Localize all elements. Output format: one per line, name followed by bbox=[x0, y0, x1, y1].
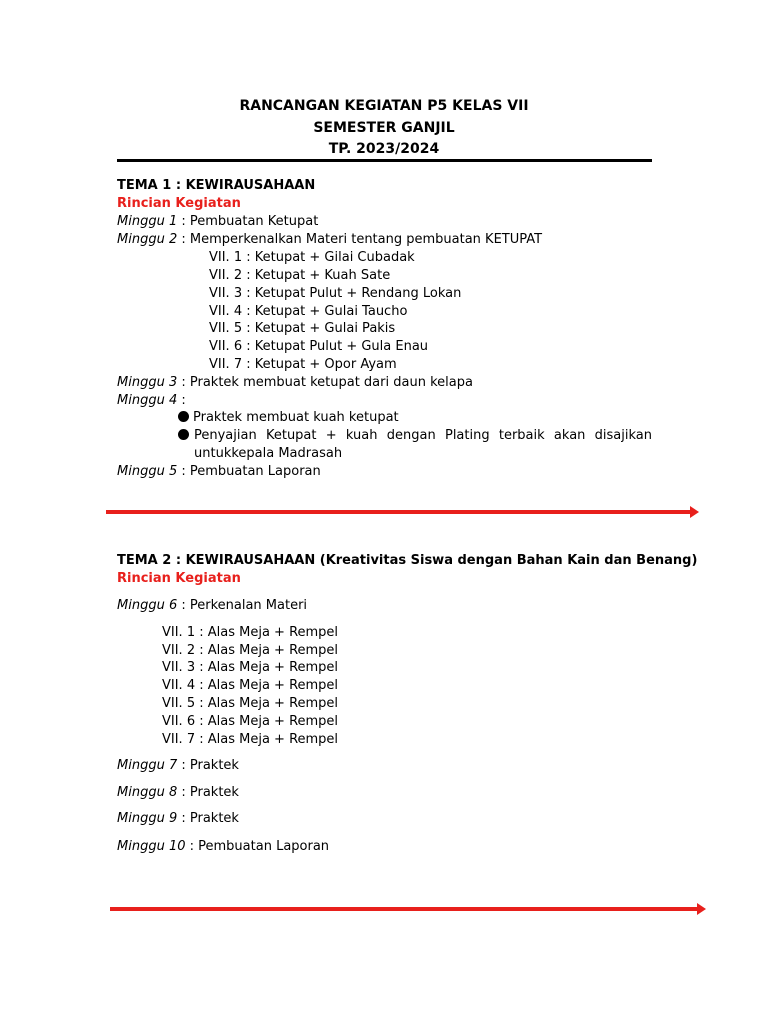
tema2-minggu8 bbox=[117, 784, 239, 802]
minggu-text: : Praktek bbox=[177, 811, 239, 826]
tema2-class-4: VII. 4 : Alas Meja + Rempel bbox=[162, 678, 339, 693]
arrow-head-icon bbox=[690, 506, 699, 518]
tema2-class-7: VII. 7 : Alas Meja + Rempel bbox=[162, 732, 339, 747]
red-arrow-divider-1 bbox=[106, 510, 691, 514]
header-divider bbox=[117, 159, 652, 162]
tema2-title: TEMA 2 : KEWIRAUSAHAAN (Kreativitas Siswa dengan Bahan Kain dan Benang) bbox=[117, 553, 698, 568]
minggu-label: Minggu 3 bbox=[117, 375, 178, 390]
minggu-label: Minggu 5 bbox=[117, 464, 178, 479]
minggu-label: Minggu 6 bbox=[117, 598, 178, 613]
minggu-label: Minggu 7 bbox=[117, 758, 178, 773]
minggu-label: Minggu 1 bbox=[117, 214, 178, 229]
tema1-class-7: VII. 7 : Ketupat + Opor Ayam bbox=[209, 357, 397, 372]
tema1-bullet-2-line1: Penyajian Ketupat + kuah dengan Plating terbaik akan disajikan bbox=[194, 428, 652, 443]
tema1-class-3: VII. 3 : Ketupat Pulut + Rendang Lokan bbox=[209, 286, 462, 301]
minggu-text: : Praktek bbox=[177, 758, 239, 773]
doc-title-2: SEMESTER GANJIL bbox=[313, 120, 455, 136]
tema2-class-6: VII. 6 : Alas Meja + Rempel bbox=[162, 714, 339, 729]
tema1-bullet-2-marker bbox=[178, 427, 193, 445]
tema2-class-1: VII. 1 : Alas Meja + Rempel bbox=[162, 625, 339, 640]
tema1-minggu2 bbox=[117, 231, 542, 249]
tema1-class-1: VII. 1 : Ketupat + Gilai Cubadak bbox=[209, 250, 415, 265]
minggu-label: Minggu 10 bbox=[117, 839, 186, 854]
minggu-label: Minggu 8 bbox=[117, 785, 178, 800]
tema1-class-4: VII. 4 : Ketupat + Gulai Taucho bbox=[209, 304, 408, 319]
minggu-label: Minggu 4 bbox=[117, 393, 178, 408]
minggu-text: : Pembuatan Ketupat bbox=[177, 214, 319, 229]
doc-title-1: RANCANGAN KEGIATAN P5 KELAS VII bbox=[239, 98, 529, 114]
bullet-text: Praktek membuat kuah ketupat bbox=[193, 410, 399, 425]
arrow-head-icon bbox=[697, 903, 706, 915]
tema2-minggu10 bbox=[117, 838, 329, 856]
minggu-text: : Pembuatan Laporan bbox=[177, 464, 321, 479]
doc-title-3: TP. 2023/2024 bbox=[328, 141, 440, 157]
tema1-bullet-1 bbox=[178, 409, 399, 427]
tema1-class-6: VII. 6 : Ketupat Pulut + Gula Enau bbox=[209, 339, 429, 354]
tema1-class-2: VII. 2 : Ketupat + Kuah Sate bbox=[209, 268, 391, 283]
tema2-rincian: Rincian Kegiatan bbox=[117, 571, 241, 586]
tema2-class-2: VII. 2 : Alas Meja + Rempel bbox=[162, 643, 339, 658]
tema2-class-3: VII. 3 : Alas Meja + Rempel bbox=[162, 660, 339, 675]
tema1-minggu1 bbox=[117, 213, 318, 231]
red-arrow-divider-2 bbox=[110, 907, 698, 911]
bullet-icon bbox=[178, 429, 189, 440]
minggu-text: : Pembuatan Laporan bbox=[185, 839, 330, 854]
tema2-minggu6 bbox=[117, 597, 307, 615]
tema1-title: TEMA 1 : KEWIRAUSAHAAN bbox=[117, 178, 316, 193]
tema2-class-5: VII. 5 : Alas Meja + Rempel bbox=[162, 696, 339, 711]
tema1-minggu5 bbox=[117, 463, 321, 481]
minggu-text: : Praktek bbox=[177, 785, 239, 800]
minggu-label: Minggu 2 bbox=[117, 232, 178, 247]
tema1-rincian: Rincian Kegiatan bbox=[117, 196, 241, 211]
minggu-text: : Perkenalan Materi bbox=[177, 598, 308, 613]
tema1-class-5: VII. 5 : Ketupat + Gulai Pakis bbox=[209, 321, 396, 336]
minggu-label: Minggu 9 bbox=[117, 811, 178, 826]
tema2-minggu9 bbox=[117, 810, 239, 828]
tema1-minggu3 bbox=[117, 374, 473, 392]
tema1-bullet-2-line2: untukkepala Madrasah bbox=[194, 446, 343, 461]
tema2-minggu7 bbox=[117, 757, 239, 775]
tema1-minggu4 bbox=[117, 392, 186, 410]
minggu-text: : Praktek membuat ketupat dari daun kelapa bbox=[177, 375, 473, 390]
bullet-icon bbox=[178, 411, 189, 422]
minggu-text: : bbox=[177, 393, 186, 408]
minggu-text: : Memperkenalkan Materi tentang pembuatan KETUPAT bbox=[177, 232, 543, 247]
